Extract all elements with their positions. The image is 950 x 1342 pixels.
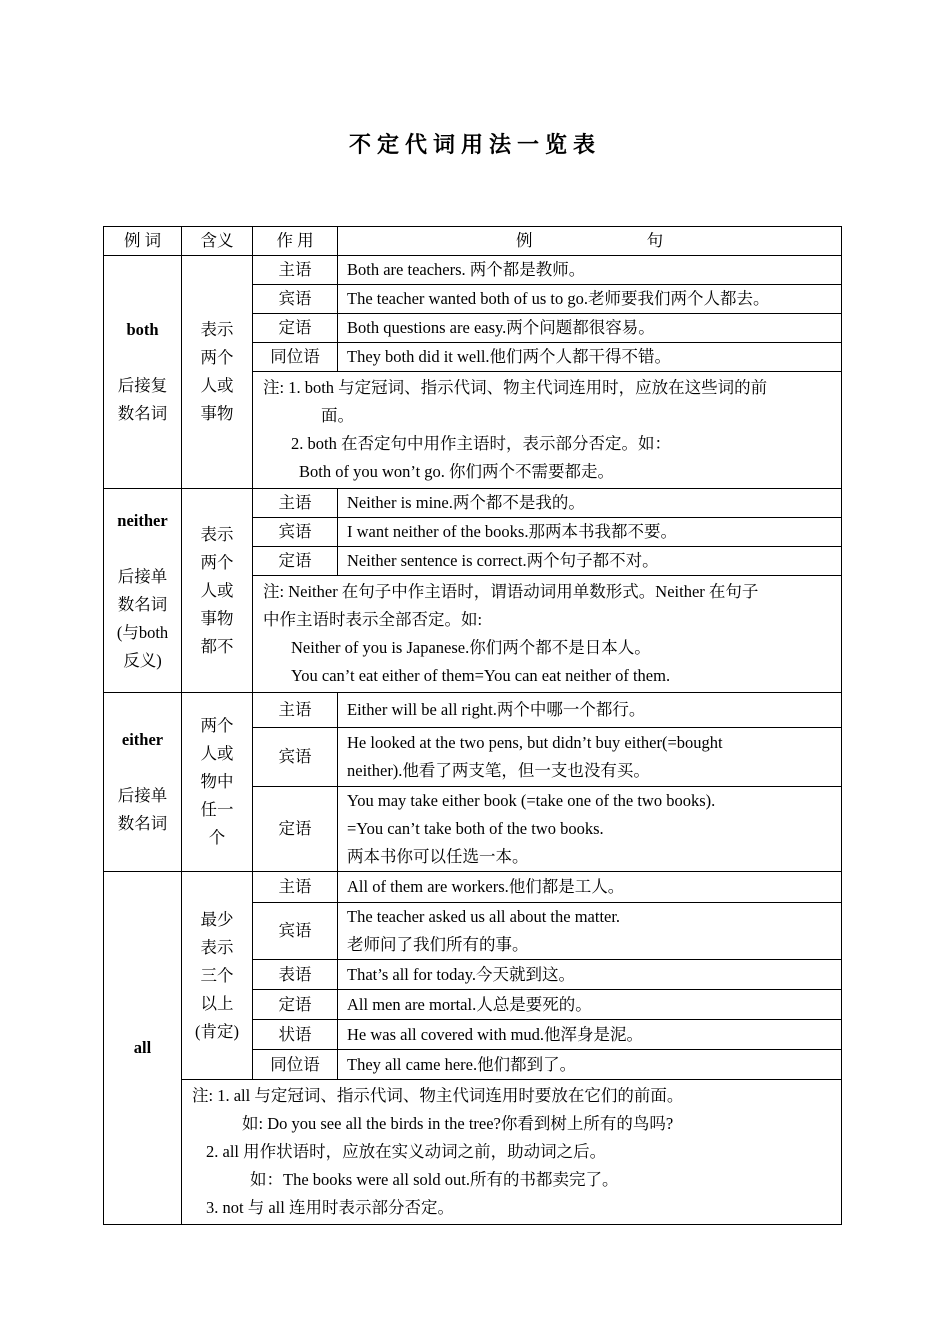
usage-neither: 后接单数名词(与both反义) (116, 566, 169, 670)
role-cell: 主语 (253, 489, 338, 518)
example-cell: All men are mortal.人总是要死的。 (338, 990, 842, 1020)
role-cell: 宾语 (253, 518, 338, 547)
meaning-both: 表示两个人或事物 (182, 256, 253, 489)
example-cell: Neither is mine.两个都不是我的。 (338, 489, 842, 518)
table-row (104, 256, 842, 285)
role-cell: 宾语 (253, 728, 338, 787)
word-neither: neither (117, 510, 168, 530)
table-row (104, 693, 842, 728)
header-meaning: 含义 (182, 227, 253, 256)
word-cell-either (104, 693, 182, 872)
note-both: 注: 1. both 与定冠词、指示代词、物主代词连用时，应放在这些词的前 面。 2. both 在否定句中用作主语时，表示部分否定。如： Both of you won’t go. 你们两个不需要都走。 (253, 372, 842, 489)
example-cell: Both are teachers. 两个都是教师。 (338, 256, 842, 285)
header-word: 例 词 (104, 227, 182, 256)
role-cell: 状语 (253, 1020, 338, 1050)
role-cell: 定语 (253, 547, 338, 576)
page-title: 不定代词用法一览表 (348, 132, 601, 157)
word-either: either (121, 730, 164, 749)
table-row (104, 489, 842, 518)
note-all: 注: 1. all 与定冠词、指示代词、物主代词连用时要放在它们的前面。 如: Do you see all the birds in the tree?你看到树上所有的鸟吗? 2. all 用作状语时，应放在实义动词之前，助动词之后。 如：The books were all sold out.所有的书都卖完了。 3. not 与 all 连用时表示部分否定。 (182, 1080, 842, 1225)
example-cell: He was all covered with mud.他浑身是泥。 (338, 1020, 842, 1050)
example-cell: He looked at the two pens, but didn’t buy either(=bought neither).他看了两支笔，但一支也没有买。 (338, 728, 842, 787)
example-cell: Both questions are easy.两个问题都很容易。 (338, 314, 842, 343)
word-both: both (126, 320, 159, 339)
example-cell: Neither sentence is correct.两个句子都不对。 (338, 547, 842, 576)
usage-either: 后接单数名词 (117, 786, 168, 833)
example-cell: Either will be all right.两个中哪一个都行。 (338, 693, 842, 728)
table-row-note (104, 1080, 842, 1225)
role-cell: 定语 (253, 990, 338, 1020)
word-cell-neither (104, 489, 182, 693)
word-cell-both (104, 256, 182, 489)
example-cell: I want neither of the books.那两本书我都不要。 (338, 518, 842, 547)
table-header-row (104, 227, 842, 256)
role-cell: 同位语 (253, 343, 338, 372)
example-cell: That’s all for today.今天就到这。 (338, 960, 842, 990)
note-neither: 注: Neither 在句子中作主语时，谓语动词用单数形式。Neither 在句子 中作主语时表示全部否定。如: Neither of you is Japanese.你们两个都不是日本人。 You can’t eat either of them=You can eat neither of them. (253, 576, 842, 693)
role-cell: 宾语 (253, 285, 338, 314)
example-cell: All of them are workers.他们都是工人。 (338, 872, 842, 903)
example-cell: The teacher wanted both of us to go.老师要我们两个人都去。 (338, 285, 842, 314)
role-cell: 主语 (253, 256, 338, 285)
table-row (104, 872, 842, 903)
usage-both: 后接复数名词 (117, 376, 168, 423)
header-role: 作 用 (253, 227, 338, 256)
meaning-all: 最少表示三个以上(肯定) (182, 872, 253, 1080)
role-cell: 表语 (253, 960, 338, 990)
example-cell: You may take either book (=take one of the two books). =You can’t take both of the two books. 两本书你可以任选一本。 (338, 787, 842, 872)
meaning-either: 两个人或物中任一个 (182, 693, 253, 872)
role-cell: 定语 (253, 314, 338, 343)
example-cell: The teacher asked us all about the matter. 老师问了我们所有的事。 (338, 903, 842, 960)
role-cell: 宾语 (253, 903, 338, 960)
example-cell: They both did it well.他们两个人都干得不错。 (338, 343, 842, 372)
role-cell: 定语 (253, 787, 338, 872)
example-cell: They all came here.他们都到了。 (338, 1050, 842, 1080)
word-all: all (104, 872, 182, 1225)
meaning-neither: 表示两个人或事物都不 (182, 489, 253, 693)
role-cell: 同位语 (253, 1050, 338, 1080)
header-example: 例 句 (338, 227, 842, 256)
pronoun-table (103, 226, 842, 1225)
role-cell: 主语 (253, 693, 338, 728)
role-cell: 主语 (253, 872, 338, 903)
